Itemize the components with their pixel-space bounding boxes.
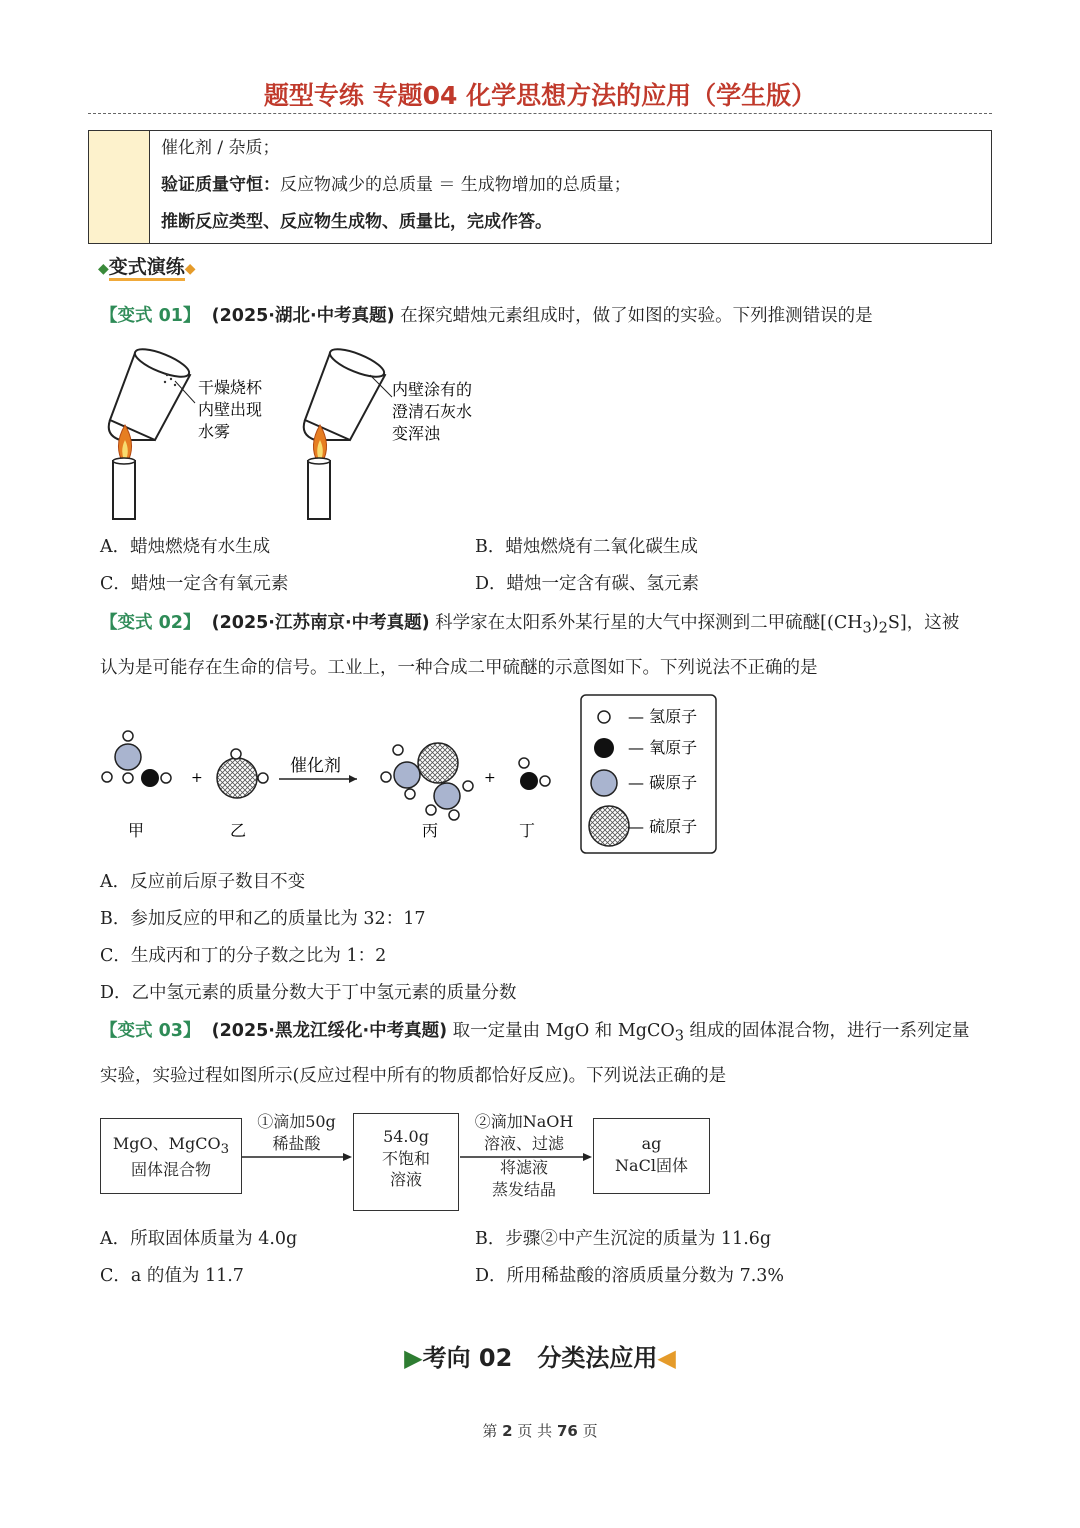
catalyst-label: 催化剂 [290,756,341,776]
molecule-ding [519,758,550,790]
molecule-yi [217,749,268,798]
summary-box-side [89,131,150,243]
question-1-option-c: C．蜡烛一定含有氧元素 [100,574,289,594]
legend-sulfur: — 硫原子 [628,817,698,836]
flow-box-solution-line-3: 溶液 [389,1170,422,1190]
candle-experiment-figure [95,345,515,525]
hydrogen-atom-icon [598,711,610,723]
figure-label-2-line-3: 变浑浊 [392,424,441,443]
question-1-text: 在探究蜡烛元素组成时，做了如图的实验。下列推测错误的是 [400,306,873,326]
label-jia: 甲 [128,821,145,840]
next-section-title: 分类法应用 [537,1344,658,1372]
flow-box-product [593,1118,710,1194]
figure-label-1-line-2: 内壁出现 [198,400,263,419]
subscript: 3 [674,1027,684,1045]
flow-step-1-label [244,1111,349,1154]
candle-2 [308,461,330,519]
plus-sign: + [191,770,203,786]
question-2-option-d: D．乙中氢元素的质量分数大于丁中氢元素的质量分数 [100,983,517,1003]
summary-box [88,130,992,244]
question-3-option-b: B．步骤②中产生沉淀的质量为 11.6g [475,1229,772,1249]
section-title: 变式演练 [109,256,185,281]
question-3-stem-line-2: 实验，实验过程如图所示(反应过程中所有的物质都恰好反应)。下列说法正确的是 [100,1066,727,1086]
next-section-label: 考向 02 [422,1344,513,1372]
flow-box-product-line-1: ag [641,1134,662,1153]
carbon-atom-icon [591,770,617,796]
question-3-option-c: C．a 的值为 11.7 [100,1266,244,1286]
question-1-option-b: B．蜡烛燃烧有二氧化碳生成 [475,537,698,557]
candle-1 [113,461,135,519]
flow-step-2-bottom-line-1: 将滤液 [499,1158,548,1177]
legend-hydrogen: — 氢原子 [628,707,698,726]
flow-step-1-line-1: ①滴加50g [257,1112,336,1131]
question-2-option-c: C．生成丙和丁的分子数之比为 1：2 [100,946,387,966]
question-2-text-2: ) [871,613,879,633]
question-2-stem-line-2: 认为是可能存在生命的信号。工业上，一种合成二甲硫醚的示意图如下。下列说法不正确的是 [100,658,818,678]
flow-box-solution-line-1: 54.0g [383,1127,429,1146]
question-1-option-d: D．蜡烛一定含有碳、氢元素 [475,574,700,594]
label-yi: 乙 [230,821,247,840]
section-heading [98,252,196,279]
flow-box-product-line-2: NaCl固体 [615,1155,688,1175]
summary-line-2-bold: 验证质量守恒： [161,175,280,195]
flow-step-1-line-2: 稀盐酸 [272,1133,321,1153]
subscript: 3 [220,1142,230,1158]
legend-carbon: — 碳原子 [628,773,698,792]
question-2-tag: 【变式 02】 [100,613,201,633]
question-1-stem [100,304,873,329]
question-2-option-b: B．参加反应的甲和乙的质量比为 32：17 [100,909,426,929]
next-section-heading [0,1338,1080,1373]
atom-legend [581,695,716,853]
figure-label-1-line-1: 干燥烧杯 [198,378,263,397]
flow-step-2-bottom-label [462,1157,586,1200]
footer-page-number: 2 [502,1422,513,1440]
flow-arrow-1 [242,1150,354,1164]
plus-sign: + [484,770,496,786]
oxygen-atom-icon [594,738,614,758]
question-2-text-3: S]，这被 [887,613,960,633]
flow-box-mixture [100,1118,242,1194]
question-3-option-d: D．所用稀盐酸的溶质质量分数为 7.3% [475,1266,785,1286]
header-divider [88,113,992,114]
question-3-text-1: 取一定量由 MgO 和 MgCO [452,1021,675,1041]
footer-post: 页 [582,1422,598,1440]
flow-box-mixture-formula: MgO、MgCO [112,1134,221,1153]
summary-line-1: 催化剂 / 杂质； [161,138,280,158]
question-3-source: (2025·黑龙江绥化·中考真题) [211,1021,448,1041]
label-bing: 丙 [422,821,439,840]
footer-pre: 第 [482,1422,498,1440]
inverted-beaker-2 [304,345,392,440]
figure-label-1-line-3: 水雾 [198,422,231,441]
flow-step-2-top-line-2: 溶液、过滤 [483,1133,564,1153]
question-2-text-1: 科学家在太阳系外某行星的大气中探测到二甲硫醚[(CH [435,613,863,633]
sulfur-atom-icon [589,806,629,846]
legend-oxygen: — 氧原子 [628,738,698,757]
diamond-icon: ◆ [184,261,196,277]
molecule-bing [381,743,473,820]
question-3-text-2: 组成的固体混合物，进行一系列定量 [683,1021,970,1041]
diamond-icon: ◆ [98,261,109,277]
flow-box-solution [353,1113,459,1211]
flow-step-2-top-label [462,1111,586,1154]
inverted-beaker-1 [109,345,195,440]
question-3-stem [100,1019,970,1047]
summary-line-2-rest: 反应物减少的总质量 ＝ 生成物增加的总质量； [280,175,631,195]
question-1-source: (2025·湖北·中考真题) [211,306,395,326]
footer-total-pages: 76 [556,1422,578,1440]
arrow-right-icon: ▶ [404,1344,423,1372]
molecule-reaction-diagram [95,690,725,860]
question-2-option-a: A．反应前后原子数目不变 [100,872,306,892]
molecule-jia [102,731,171,787]
summary-line-2 [161,170,631,195]
page-footer [0,1420,1080,1441]
footer-mid: 页 共 [517,1422,553,1440]
arrow-left-icon: ◀ [657,1344,676,1372]
question-2-stem [100,611,959,639]
question-1-tag: 【变式 01】 [100,306,201,326]
flow-box-mixture-line-2: 固体混合物 [130,1160,211,1180]
figure-label-2-line-1: 内壁涂有的 [392,380,473,399]
question-3-tag: 【变式 03】 [100,1021,201,1041]
flow-box-mixture-line-1 [101,1133,241,1159]
subscript: 2 [878,619,888,637]
figure-label-2-line-2: 澄清石灰水 [392,402,473,421]
flow-step-2-top-line-1: ②滴加NaOH [474,1112,574,1131]
flow-step-2-bottom-line-2: 蒸发结晶 [491,1179,556,1199]
label-ding: 丁 [519,821,536,840]
question-3-option-a: A．所取固体质量为 4.0g [100,1229,298,1249]
subscript: 3 [862,619,872,637]
page-title: 题型专练 专题04 化学思想方法的应用（学生版） [263,81,817,110]
summary-line-3-bold: 推断反应类型、反应物生成物、质量比，完成作答。 [161,212,552,232]
question-1-option-a: A．蜡烛燃烧有水生成 [100,537,271,557]
summary-line-3 [161,207,552,232]
question-2-source: (2025·江苏南京·中考真题) [211,613,430,633]
flow-box-solution-line-2: 不饱和 [381,1148,430,1168]
